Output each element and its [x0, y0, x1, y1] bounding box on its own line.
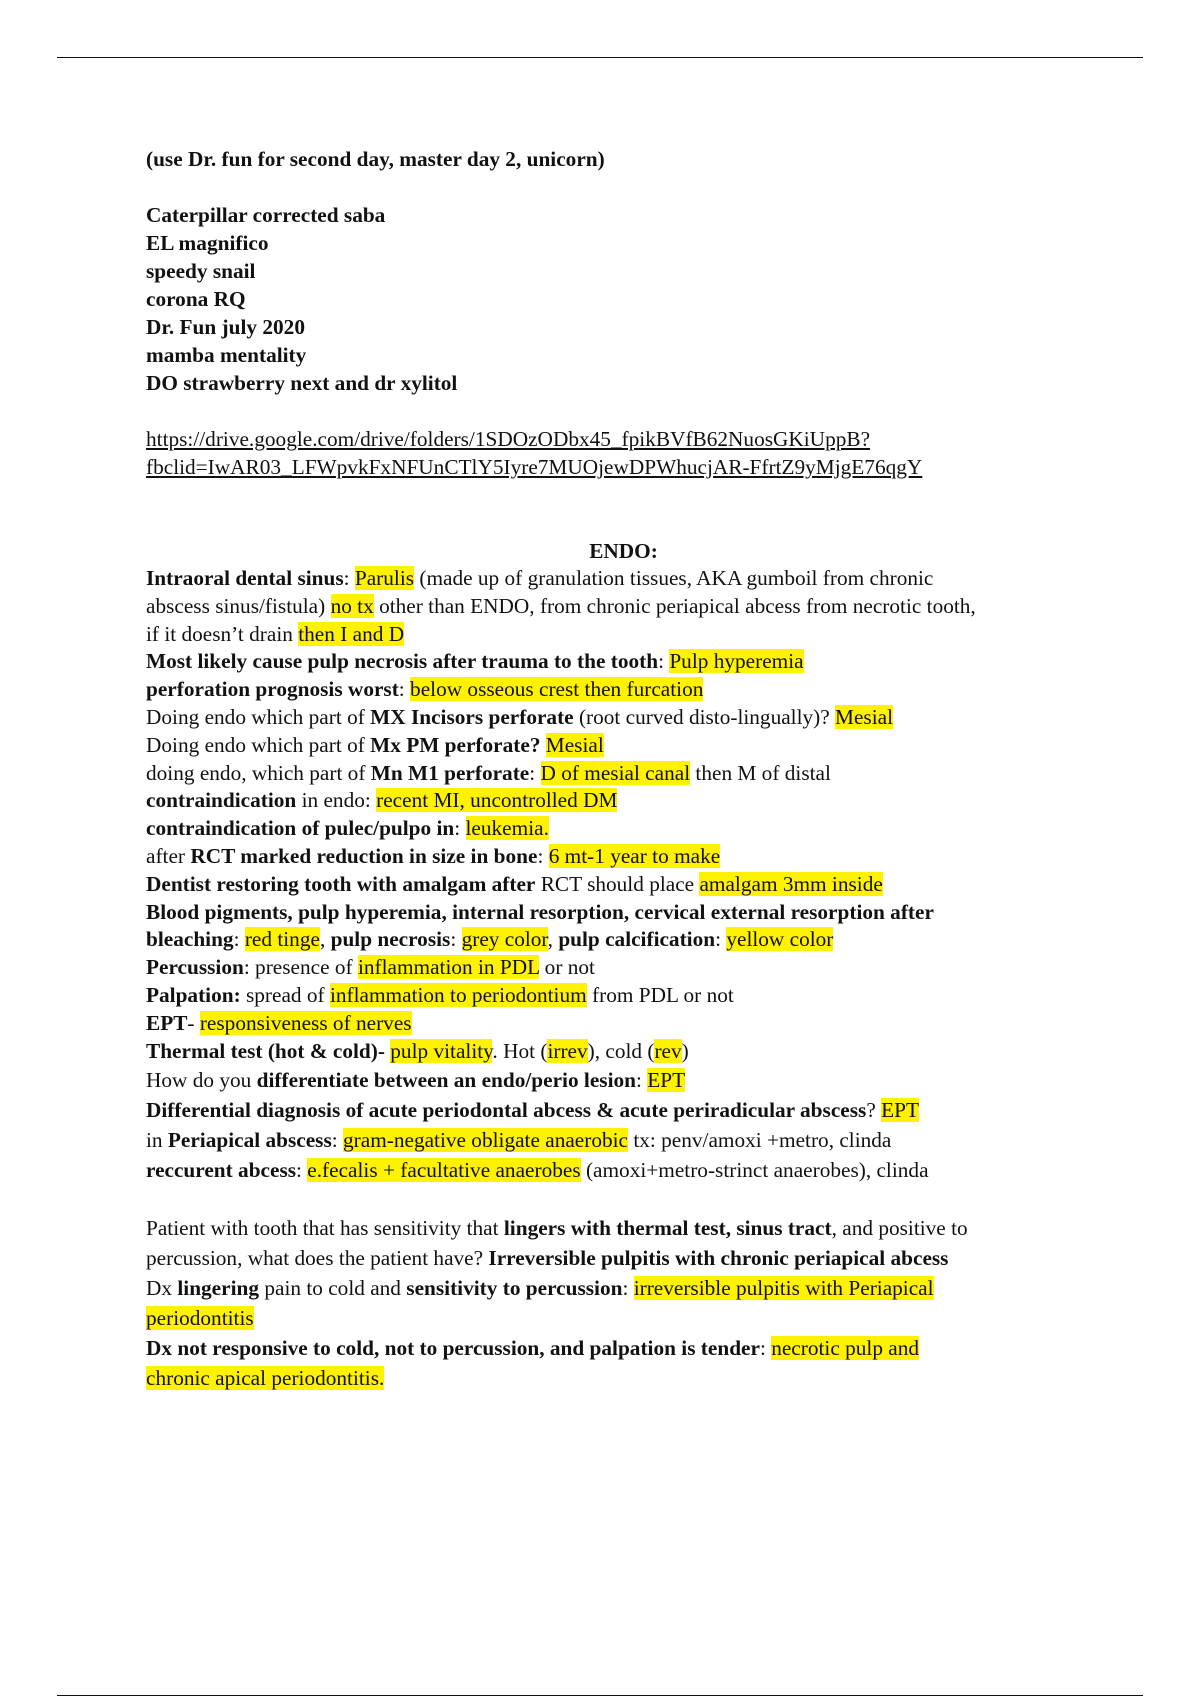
highlighted-text: 6 mt-1 year to make — [548, 843, 721, 868]
bold-text: Most likely cause pulp necrosis after trauma to the tooth — [146, 649, 659, 674]
bold-text: contraindication of pulec/pulpo in — [146, 816, 455, 841]
bold-text: reccurent abcess — [146, 1158, 297, 1183]
highlighted-text: Mesial — [835, 704, 894, 729]
note-line — [146, 1333, 1101, 1363]
highlighted-text: Pulp hyperemia — [669, 649, 804, 674]
note-text: Dx — [146, 1276, 178, 1301]
bold-text: Palpation: — [146, 982, 241, 1007]
note-line — [146, 899, 1101, 927]
note-text: ), cold ( — [587, 1038, 655, 1063]
bold-text: pulp calcification — [558, 927, 716, 952]
note-text: Doing endo which part of — [146, 704, 371, 729]
note-text: How do you — [146, 1068, 257, 1093]
note-line — [146, 926, 1101, 954]
bold-text: Thermal test (hot & cold)- — [146, 1038, 385, 1063]
note-line — [146, 1243, 1101, 1273]
note-text: abscess sinus/fistula) — [146, 593, 331, 618]
note-line — [146, 1155, 1101, 1185]
bold-text: differentiate between an endo/perio lesion — [256, 1068, 636, 1093]
note-text: ) — [681, 1038, 689, 1063]
note-text: in endo: — [296, 788, 377, 813]
note-text: - — [187, 1010, 200, 1035]
note-text: : — [658, 649, 670, 674]
note-text: , — [319, 927, 331, 952]
note-text: tx: penv/amoxi +metro, clinda — [628, 1128, 892, 1153]
note-line — [146, 787, 1101, 815]
note-line — [146, 1273, 1101, 1303]
highlighted-text: yellow color — [726, 927, 834, 952]
diagnosis-notes — [146, 1213, 1101, 1393]
highlighted-text: grey color — [461, 927, 548, 952]
highlighted-text: recent MI, uncontrolled DM — [376, 788, 618, 813]
bold-list-item: Caterpillar corrected saba — [146, 203, 386, 227]
drive-link-line-2[interactable]: fbclid=IwAR03_LFWpvkFxNFUnCTlY5Iyre7MUOjewDPWhucjAR-FfrtZ9yMjgE76qgY — [146, 455, 923, 479]
note-line — [146, 1095, 1101, 1125]
bold-text: lingering — [177, 1276, 260, 1301]
note-text: (made up of granulation tissues, AKA gumboil from chronic — [414, 566, 934, 590]
note-line — [146, 621, 1101, 649]
bold-text: MX Incisors perforate — [370, 704, 574, 729]
highlighted-text: pulp vitality — [390, 1038, 493, 1063]
note-line — [146, 954, 1101, 982]
note-text — [540, 733, 545, 757]
bottom-rule — [57, 1695, 1143, 1696]
header-note: (use Dr. fun for second day, master day 2, unicorn) — [146, 147, 605, 171]
note-text: percussion, what does the patient have? — [146, 1246, 489, 1271]
bold-list-item: EL magnifico — [146, 231, 269, 255]
highlighted-text: e.fecalis + facultative anaerobes — [307, 1158, 581, 1183]
highlighted-text: rev — [654, 1038, 682, 1063]
bold-text: perforation prognosis worst — [146, 677, 399, 702]
highlighted-text: responsiveness of nerves — [199, 1010, 412, 1035]
bold-text: pulp necrosis — [330, 927, 451, 952]
note-text: then M of distal — [690, 760, 831, 785]
highlighted-text: Mesial — [545, 732, 604, 757]
note-line — [146, 1010, 1101, 1038]
highlighted-text: chronic apical periodontitis. — [146, 1366, 385, 1391]
highlighted-text: no tx — [330, 593, 374, 618]
note-line — [146, 704, 1101, 732]
section-title: ENDO: — [589, 539, 658, 563]
highlighted-text: then I and D — [298, 621, 405, 646]
note-text: other than ENDO, from chronic periapical abcess from necrotic tooth, — [373, 593, 976, 618]
highlighted-text: EPT — [881, 1098, 919, 1123]
note-line — [146, 565, 1101, 593]
note-text: after — [146, 843, 191, 868]
note-text: pain to cold and — [259, 1276, 407, 1301]
document-body — [146, 145, 1101, 1393]
note-line — [146, 815, 1101, 843]
note-text: spread of — [240, 982, 330, 1007]
bold-text: RCT marked reduction in size in bone — [190, 843, 538, 868]
bold-text: Dentist restoring tooth with amalgam after — [146, 871, 536, 896]
bold-list-item: DO strawberry next and dr xylitol — [146, 371, 458, 395]
note-text: RCT should place — [535, 871, 700, 896]
note-line — [146, 843, 1101, 871]
highlighted-text: necrotic pulp and — [771, 1336, 920, 1361]
bold-text: Intraoral dental sinus — [146, 566, 344, 590]
bold-text: Dx not responsive to cold, not to percussion, and palpation is tender — [146, 1336, 760, 1361]
note-line — [146, 1363, 1101, 1393]
top-rule — [57, 57, 1143, 58]
highlighted-text: irrev — [547, 1038, 588, 1063]
note-text: : presence of — [243, 955, 358, 980]
bold-text: sensitivity to percussion — [406, 1276, 623, 1301]
note-text: : — [622, 1276, 634, 1301]
highlighted-text: inflammation to periodontium — [329, 982, 587, 1007]
note-text: , — [547, 927, 559, 952]
bold-text: Mn M1 perforate — [370, 760, 530, 785]
note-line — [146, 1065, 1101, 1095]
note-line — [146, 871, 1101, 899]
note-text: : — [636, 1068, 648, 1093]
bold-list-item: mamba mentality — [146, 343, 307, 367]
bold-text: Blood pigments, pulp hyperemia, internal resorption, cervical external resorption after — [146, 899, 934, 924]
highlighted-text: irreversible pulpitis with Periapical — [633, 1276, 934, 1301]
bold-list-item: Dr. Fun july 2020 — [146, 315, 305, 339]
drive-link[interactable] — [146, 425, 1101, 481]
bold-list-item: corona RQ — [146, 287, 246, 311]
endo-notes — [146, 565, 1101, 1185]
highlighted-text: gram-negative obligate anaerobic — [343, 1128, 629, 1153]
note-text: : — [233, 927, 245, 952]
note-line — [146, 1303, 1101, 1333]
highlighted-text: amalgam 3mm inside — [699, 871, 883, 896]
note-text: : — [529, 760, 541, 785]
note-text: : — [398, 677, 411, 702]
note-line — [146, 1038, 1101, 1066]
bold-text: Percussion — [146, 955, 244, 980]
note-text: : — [296, 1158, 308, 1183]
highlighted-text: inflammation in PDL — [357, 955, 540, 980]
bold-text: Mx PM perforate? — [370, 732, 541, 757]
note-line — [146, 593, 1101, 621]
highlighted-text: below osseous crest then furcation — [410, 677, 704, 702]
bold-text: lingers with thermal test, sinus tract — [503, 1216, 832, 1241]
note-line — [146, 982, 1101, 1010]
note-text: : — [454, 816, 466, 841]
highlighted-text: Parulis — [354, 566, 415, 590]
note-text: (root curved disto-lingually)? — [573, 704, 836, 729]
note-line — [146, 760, 1101, 788]
bold-text: Irreversible pulpitis with chronic periapical abcess — [488, 1246, 949, 1271]
highlighted-text: leukemia. — [465, 816, 549, 841]
note-text: Doing endo which part of — [146, 732, 371, 757]
note-text: : — [450, 927, 462, 952]
note-text: : — [343, 566, 355, 590]
bold-text: contraindication — [146, 788, 297, 813]
note-line — [146, 1213, 1101, 1243]
bold-text: bleaching — [146, 927, 234, 952]
highlighted-text: periodontitis — [146, 1306, 254, 1331]
note-text: Patient with tooth that has sensitivity that — [146, 1216, 504, 1241]
bold-list-item: speedy snail — [146, 259, 256, 283]
note-line — [146, 732, 1101, 760]
note-text: if it doesn’t drain — [146, 621, 299, 646]
note-text: . Hot ( — [492, 1038, 548, 1063]
note-text: or not — [539, 955, 595, 980]
bold-text: EPT — [146, 1010, 188, 1035]
note-text: (amoxi+metro-strinct anaerobes), clinda — [580, 1158, 929, 1183]
note-text: : — [715, 927, 727, 952]
drive-link-line-1[interactable]: https://drive.google.com/drive/folders/1SDOzODbx45_fpikBVfB62NuosGKiUppB? — [146, 427, 871, 451]
bold-text: Differential diagnosis of acute periodontal abcess & acute periradicular abscess — [146, 1098, 867, 1123]
note-text: : — [537, 843, 549, 868]
note-text: : — [331, 1128, 343, 1153]
note-text: , and positive to — [831, 1216, 968, 1241]
note-text: : — [759, 1336, 772, 1361]
bold-text: Periapical abscess — [167, 1128, 332, 1153]
highlighted-text: D of mesial canal — [540, 760, 691, 785]
highlighted-text: red tinge — [244, 927, 320, 952]
note-text: in — [146, 1128, 168, 1153]
note-line — [146, 1125, 1101, 1155]
note-text: doing endo, which part of — [146, 760, 371, 785]
note-text: from PDL or not — [586, 982, 734, 1007]
highlighted-text: EPT — [647, 1068, 686, 1093]
note-line — [146, 676, 1101, 704]
note-text: ? — [866, 1098, 882, 1123]
note-line — [146, 648, 1101, 676]
